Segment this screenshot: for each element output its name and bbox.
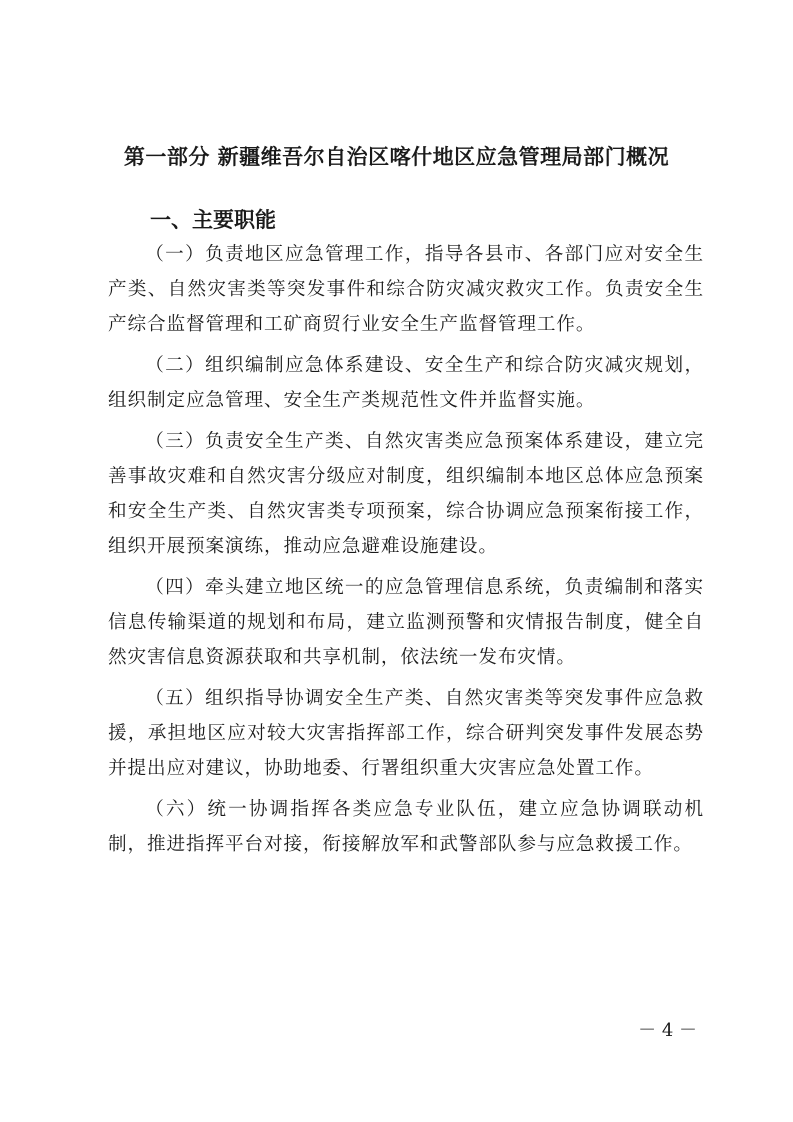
paragraph-duty-4: （四）牵头建立地区统一的应急管理信息系统，负责编制和落实信息传输渠道的规划和布局，建立监测预警和灾情报告制度，健全自然灾害信息资源获取和共享机制，依法统一发布灾情。 xyxy=(108,577,704,668)
paragraph-duty-5: （五）组织指导协调安全生产类、自然灾害类等突发事件应急救援，承担地区应对较大灾害指挥部工作，综合研判突发事件发展态势并提出应对建议，协助地委、行署组织重大灾害应急处置工作。 xyxy=(108,688,704,779)
section-heading: 一、主要职能 xyxy=(150,208,276,232)
paragraph-duty-3: （三）负责安全生产类、自然灾害类应急预案体系建设，建立完善事故灾难和自然灾害分级应对制度，组织编制本地区总体应急预案和安全生产类、自然灾害类专项预案，综合协调应急预案衔接工作，组织开展预案演练，推动应急避难设施建设。 xyxy=(108,431,704,557)
paragraph-duty-6: （六）统一协调指挥各类应急专业队伍，建立应急协调联动机制，推进指挥平台对接，衔接解放军和武警部队参与应急救援工作。 xyxy=(108,799,704,855)
paragraph-duty-2: （二）组织编制应急体系建设、安全生产和综合防灾减灾规划，组织制定应急管理、安全生产类规范性文件并监督实施。 xyxy=(108,355,704,411)
page-number: － 4 － xyxy=(638,1020,697,1041)
document-title: 第一部分 新疆维吾尔自治区喀什地区应急管理局部门概况 xyxy=(123,145,670,169)
paragraph-duty-1: （一）负责地区应急管理工作，指导各县市、各部门应对安全生产类、自然灾害类等突发事件和综合防灾减灾救灾工作。负责安全生产综合监督管理和工矿商贸行业安全生产监督管理工作。 xyxy=(108,244,704,335)
body-text xyxy=(108,237,704,862)
